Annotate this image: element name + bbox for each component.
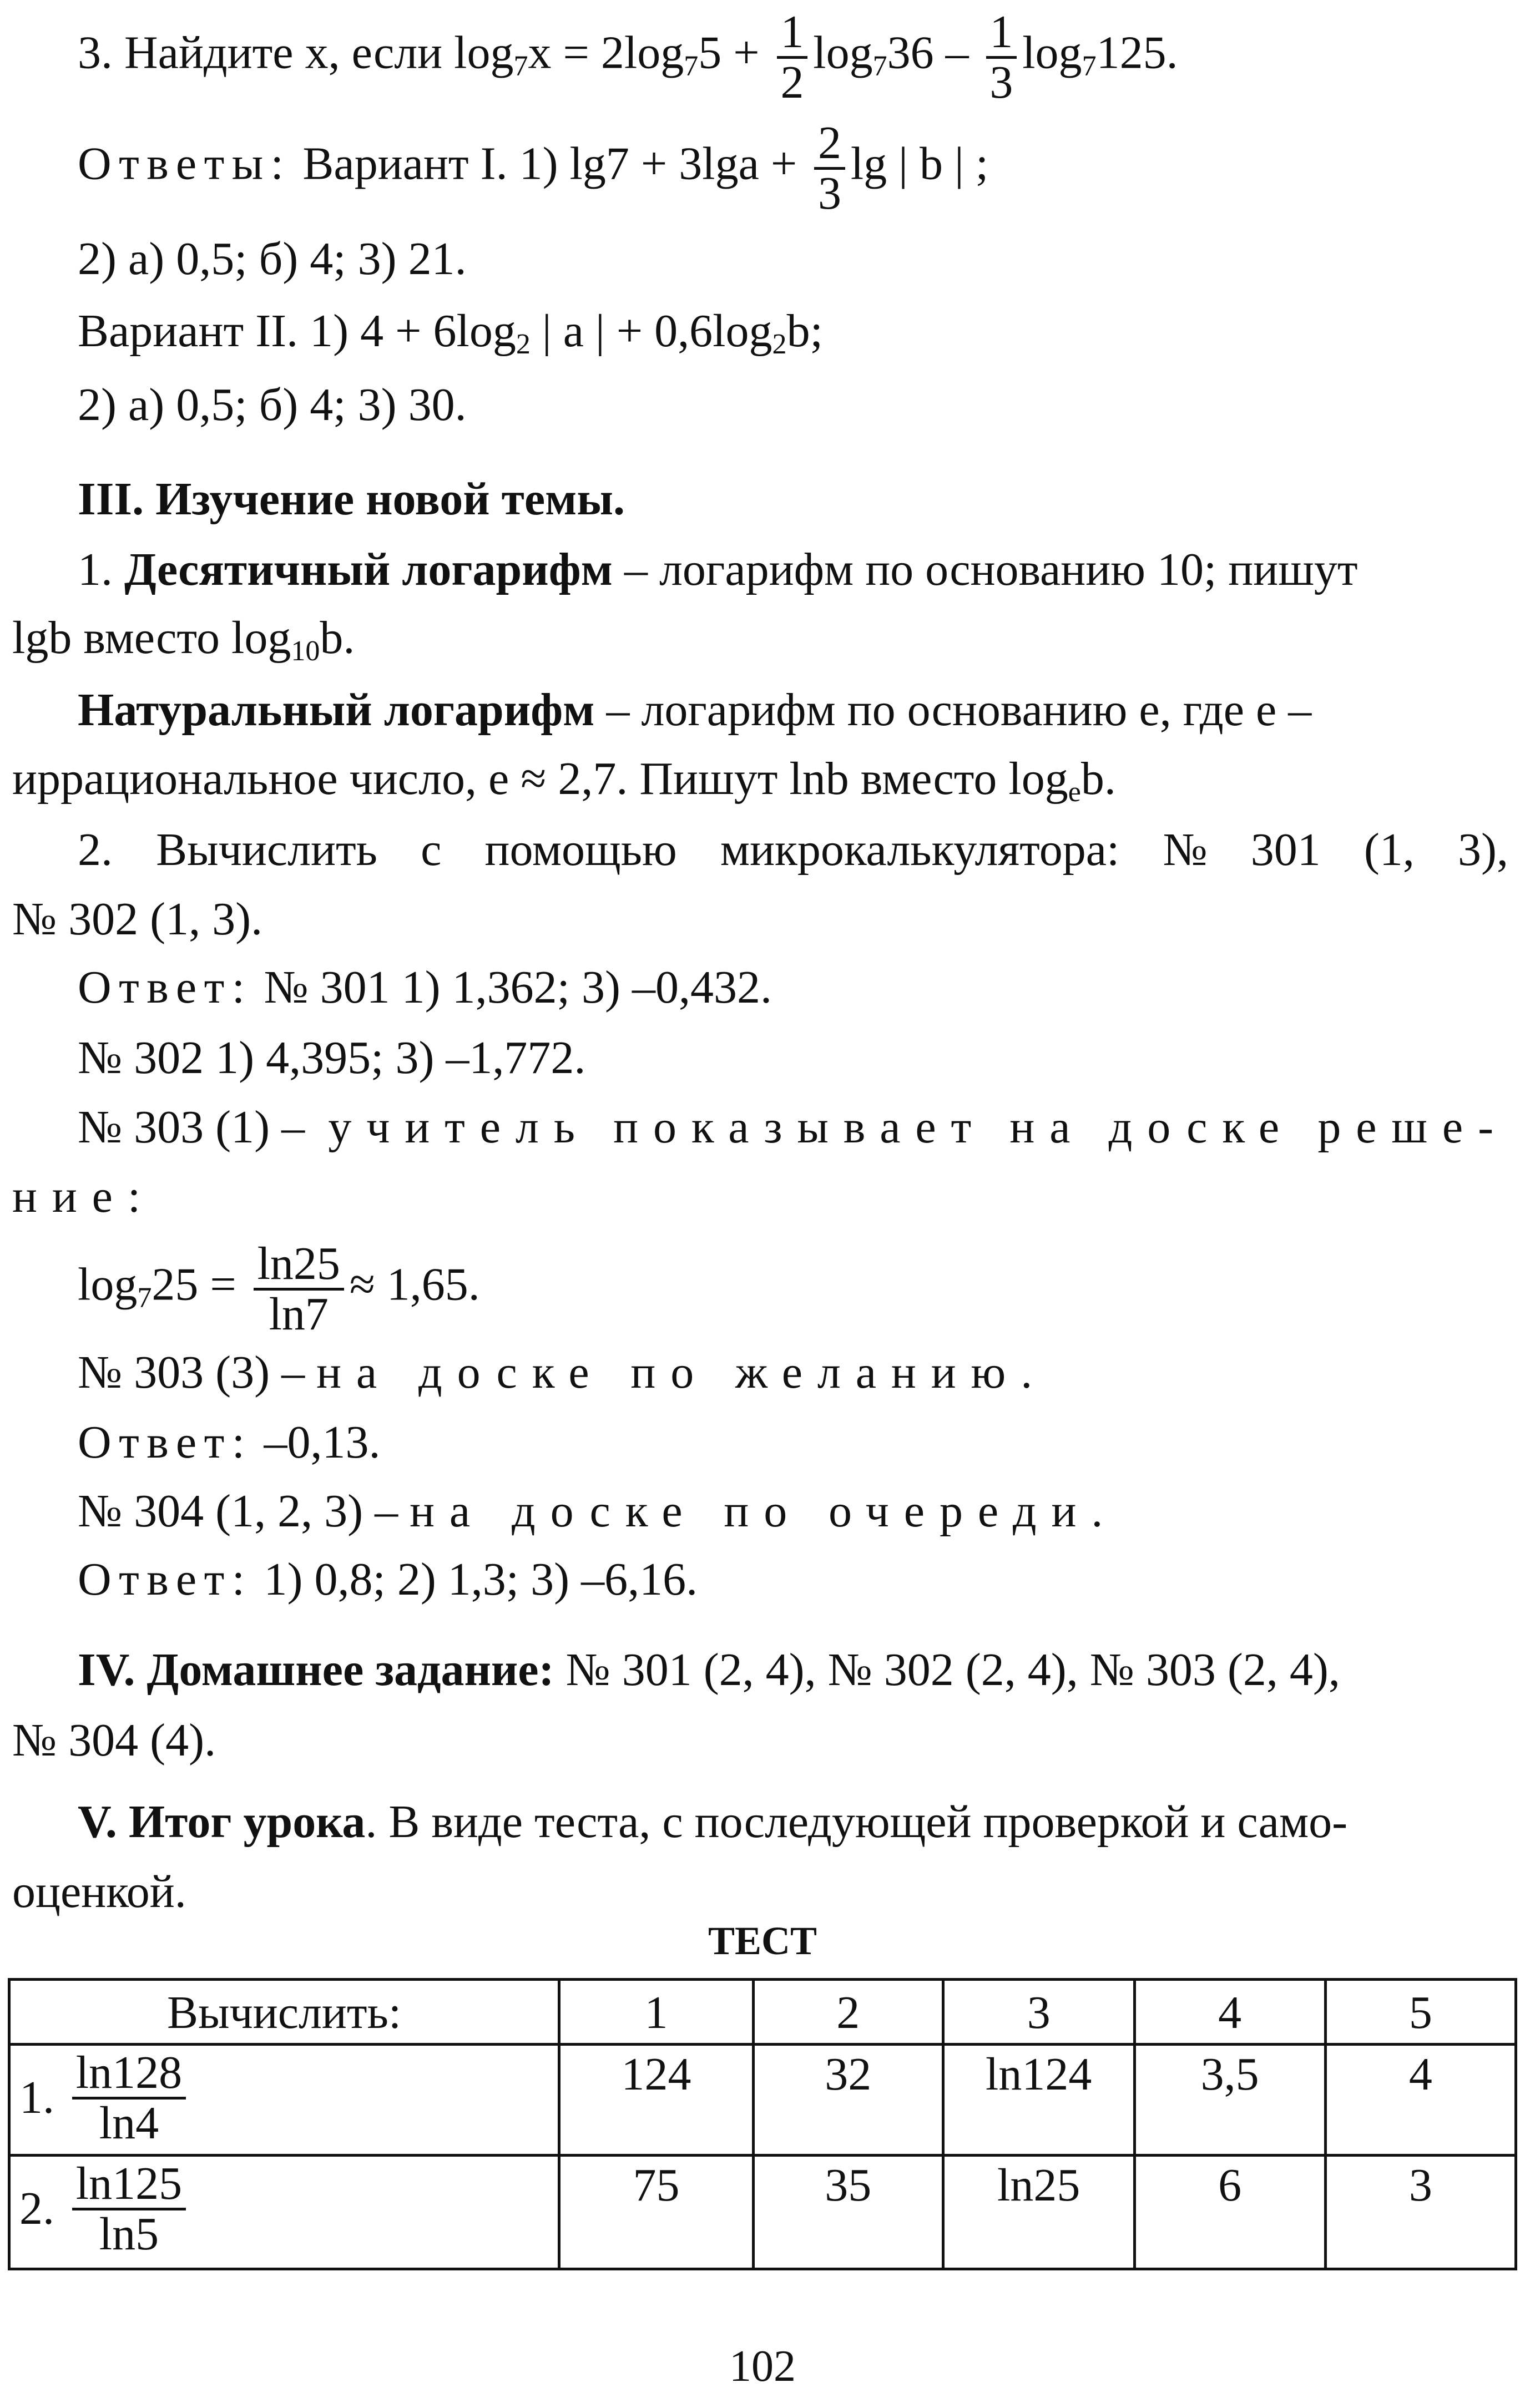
header-cell: 5 (1325, 1980, 1516, 2045)
test-header-row (9, 1980, 1516, 2045)
answer-302: № 302 1) 4,395; 3) –1,772. (78, 1032, 586, 1084)
answer-option-cell: ln25 (943, 2156, 1134, 2269)
section3-p3: 2. Вычислить с помощью микрокалькулятора: № 301 (1, 3), (78, 824, 1508, 876)
test-title: ТЕСТ (708, 1919, 817, 1963)
section3-heading: III. Изучение новой темы. (78, 473, 625, 525)
answer-option-cell: 3 (1325, 2156, 1516, 2269)
fraction-ln125-ln5: $\frac{\ln 125}{\ln 5}$ (72, 2160, 186, 2258)
task-304: № 304 (1, 2, 3) – на доске по очереди. (78, 1485, 1118, 1537)
answer-304: Ответ: 1) 0,8; 2) 1,3; 3) –6,16. (78, 1554, 698, 1605)
fraction-two-thirds: $\frac{2}{3}$ (814, 119, 845, 217)
header-cell: 2 (753, 1980, 943, 2045)
section3-p1-line2: lgb вместо $\log_{10}b$. (12, 612, 355, 667)
task3-line: 3. Найдите x, если $\log_7x = 2\log_75$ + $\frac{1}{2}$ $\log_736$ – $\frac{1}{3}$ $\log_7125$. (78, 6, 1178, 108)
header-cell: 4 (1134, 1980, 1325, 2045)
fraction-ln128-ln4: $\frac{\ln 128}{\ln 4}$ (72, 2049, 186, 2147)
header-cell: 3 (943, 1980, 1134, 2045)
question-cell: 2. $\frac{\ln 125}{\ln 5}$ (9, 2156, 559, 2269)
section4-homework: IV. Домашнее задание: № 301 (2, 4), № 302 (2, 4), № 303 (2, 4), (78, 1644, 1340, 1696)
answer-option-cell: 3,5 (1134, 2045, 1325, 2156)
header-cell: Вычислить: (9, 1980, 559, 2045)
answer-option-cell: ln124 (943, 2045, 1134, 2156)
section3-p1: 1. Десятичный логарифм – логарифм по основанию 10; пишут (78, 544, 1358, 595)
answers-heading: Ответы: (78, 138, 291, 190)
answers-variant1-line2: 2) а) 0,5; б) 4; 3) 21. (78, 233, 467, 285)
answer-301: Ответ: № 301 1) 1,362; 3) –0,432. (78, 962, 772, 1013)
question-cell: 1. $\frac{\ln 128}{\ln 4}$ (9, 2045, 559, 2156)
task-303-1-line2: ние: (12, 1171, 156, 1222)
fraction-ln25-ln7: $\frac{\ln 25}{\ln 7}$ (254, 1240, 344, 1338)
section5-summary: V. Итог урока. В виде теста, с последующей проверкой и само- (78, 1796, 1348, 1848)
term-natural-log: Натуральный логарифм (78, 684, 595, 736)
section5-heading: V. Итог урока (78, 1796, 366, 1848)
answer-option-cell: 32 (753, 2045, 943, 2156)
section5-line2: оценкой. (12, 1866, 186, 1918)
fraction-one-third: $\frac{1}{3}$ (986, 8, 1017, 106)
section3-p2-line2: иррациональное число, e ≈ 2,7. Пишут lnb вместо $\log_eb$. (12, 753, 1116, 808)
table-row (9, 2156, 1516, 2269)
answers-variant2-line2: 2) а) 0,5; б) 4; 3) 30. (78, 379, 467, 431)
task-303-1: № 303 (1) – учитель показывает на доске реше- (78, 1101, 1508, 1153)
answer-option-cell: 6 (1134, 2156, 1325, 2269)
answer-option-cell: 35 (753, 2156, 943, 2269)
answer-303: Ответ: –0,13. (78, 1417, 381, 1468)
section4-line2: № 304 (4). (12, 1714, 216, 1766)
test-table (8, 1978, 1517, 2270)
fraction-one-half: $\frac{1}{2}$ (777, 8, 807, 106)
answer-option-cell: 75 (559, 2156, 753, 2269)
section4-heading: IV. Домашнее задание: (78, 1644, 554, 1696)
answer-option-cell: 4 (1325, 2045, 1516, 2156)
section3-p2: Натуральный логарифм – логарифм по основанию e, где e – (78, 684, 1312, 736)
header-cell: 1 (559, 1980, 753, 2045)
formula-log7-25: $\log_725$ = $\frac{\ln 25}{\ln 7}$ ≈ 1,65. (78, 1238, 480, 1340)
task-303-3: № 303 (3) – на доске по желанию. (78, 1347, 1048, 1398)
table-row (9, 2045, 1516, 2156)
answer-option-cell: 124 (559, 2045, 753, 2156)
section3-p3-line2: № 302 (1, 3). (12, 893, 263, 945)
page-number: 102 (729, 2342, 796, 2391)
answers-variant1-line1: Ответы: Вариант I. 1) lg7 + 3lga + $\frac{2}{3}$ lg | b | ; (78, 117, 989, 219)
answers-variant2-line1: Вариант II. 1) $4 + 6\log_2$ | a | + $0,6\log_2b$; (78, 305, 823, 361)
term-decimal-log: Десятичный логарифм (124, 544, 613, 595)
